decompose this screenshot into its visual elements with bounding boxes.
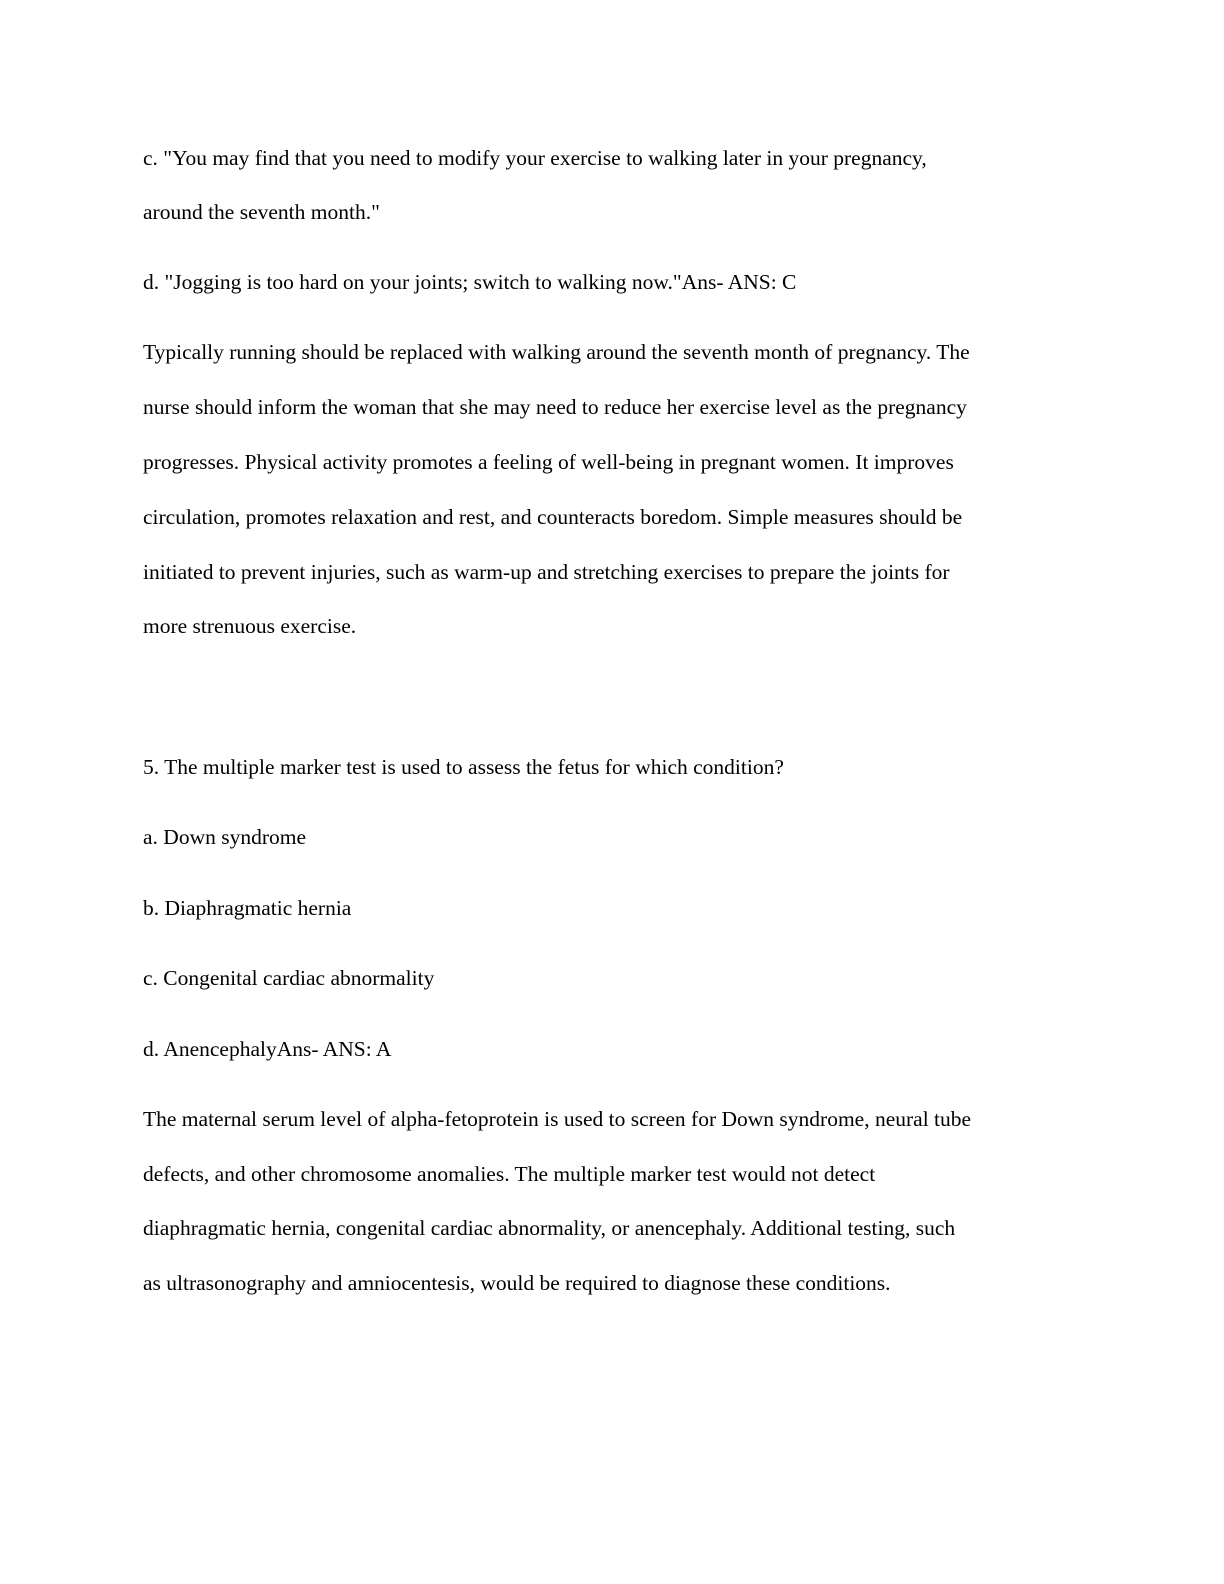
q5-rationale-line-4: as ultrasonography and amniocentesis, would be required to diagnose these conditions.	[143, 1271, 891, 1295]
question-5-stem: 5. The multiple marker test is used to assess the fetus for which condition?	[143, 755, 784, 779]
question-5-option-c: c. Congenital cardiac abnormality	[143, 966, 435, 990]
prev-rationale-line-4: circulation, promotes relaxation and rest, and counteracts boredom. Simple measures should be	[143, 505, 963, 529]
prev-rationale-line-3: progresses. Physical activity promotes a feeling of well-being in pregnant women. It improves	[143, 450, 954, 474]
q5-rationale-line-1: The maternal serum level of alpha-fetoprotein is used to screen for Down syndrome, neural tube	[143, 1107, 972, 1131]
prev-rationale-line-1: Typically running should be replaced with walking around the seventh month of pregnancy. The	[143, 340, 970, 364]
prev-rationale-line-6: more strenuous exercise.	[143, 614, 357, 638]
q5-rationale-line-3: diaphragmatic hernia, congenital cardiac abnormality, or anencephaly. Additional testing, such	[143, 1216, 956, 1240]
question-5-option-d-answer: d. AnencephalyAns- ANS: A	[143, 1037, 392, 1061]
prev-option-d-answer: d. "Jogging is too hard on your joints; switch to walking now."Ans- ANS: C	[143, 270, 797, 294]
prev-rationale-line-2: nurse should inform the woman that she may need to reduce her exercise level as the pregnancy	[143, 395, 967, 419]
prev-rationale-line-5: initiated to prevent injuries, such as warm-up and stretching exercises to prepare the joints for	[143, 560, 950, 584]
question-5-option-a: a. Down syndrome	[143, 825, 307, 849]
question-5-option-b: b. Diaphragmatic hernia	[143, 896, 352, 920]
q5-rationale-line-2: defects, and other chromosome anomalies. The multiple marker test would not detect	[143, 1162, 876, 1186]
prev-option-c-line-2: around the seventh month."	[143, 200, 380, 224]
prev-option-c-line-1: c. "You may find that you need to modify your exercise to walking later in your pregnancy,	[143, 146, 927, 170]
